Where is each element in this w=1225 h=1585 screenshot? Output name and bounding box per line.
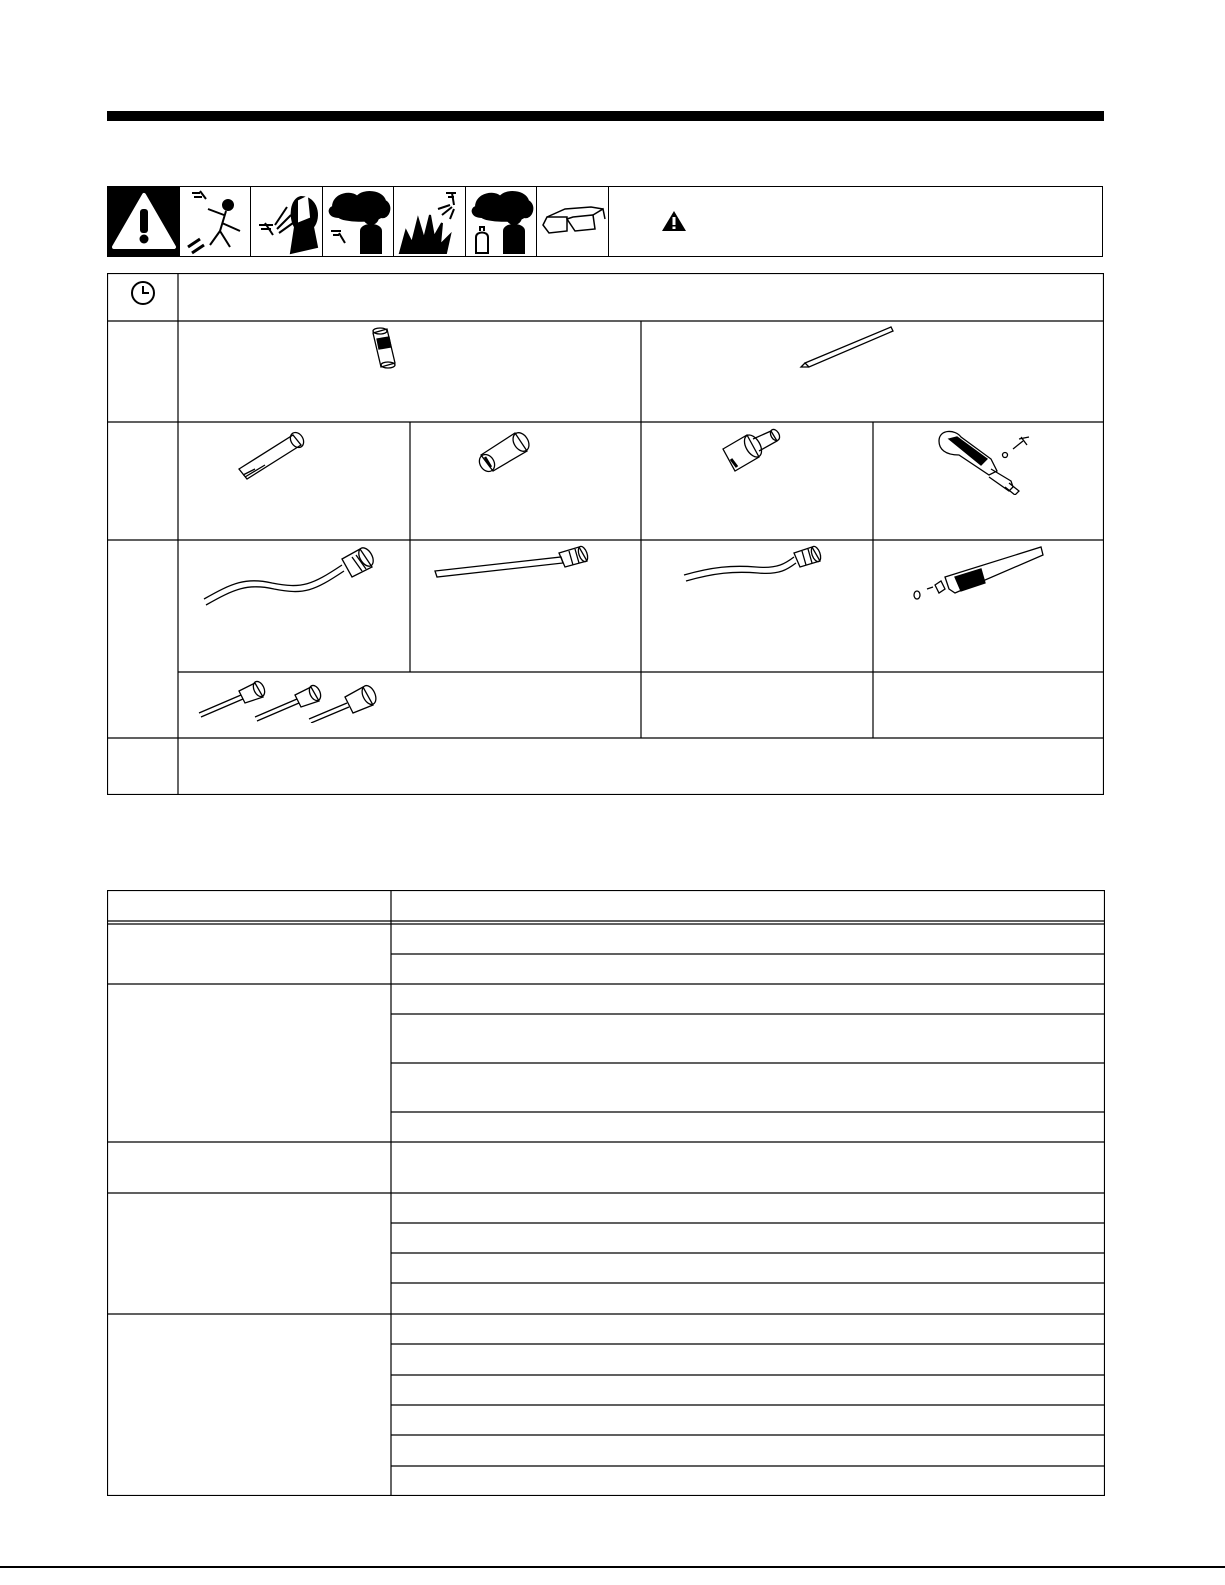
top-rule: [107, 111, 1104, 121]
collet-drawing: [235, 425, 315, 485]
gas-lens-body-drawing: [717, 423, 789, 475]
hazard-panel: [107, 186, 1103, 257]
warning-small-icon: [661, 210, 687, 232]
gas-lens-insert-drawing: [365, 323, 405, 373]
table-header-left: [113, 896, 383, 916]
clock-icon: [130, 280, 156, 306]
hazard-text: [698, 207, 1088, 237]
electric-shock-icon: [180, 187, 251, 256]
table-header-right: [399, 896, 1089, 916]
fumes-gases-icon: [323, 187, 394, 256]
safety-glasses-icon: [537, 187, 609, 256]
arc-rays-face-shield-icon: [251, 187, 323, 256]
bent-tube-short-drawing: [682, 543, 832, 585]
bottom-rule: [0, 1566, 1225, 1568]
lower-table: [107, 890, 1105, 1496]
three-tubes-drawing: [197, 673, 387, 723]
straight-tube-drawing: [433, 543, 593, 583]
torch-handle-tapered-drawing: [909, 543, 1049, 605]
torch-handle-drawing: [935, 425, 1035, 495]
fire-explosion-icon: [394, 187, 466, 256]
parts-table: [107, 273, 1104, 795]
collet-body-drawing: [475, 425, 537, 475]
cylinder-fumes-icon: [466, 187, 537, 256]
bent-tube-long-drawing: [202, 543, 382, 607]
warning-triangle-icon: [108, 187, 180, 256]
tungsten-electrode-drawing: [797, 323, 897, 371]
